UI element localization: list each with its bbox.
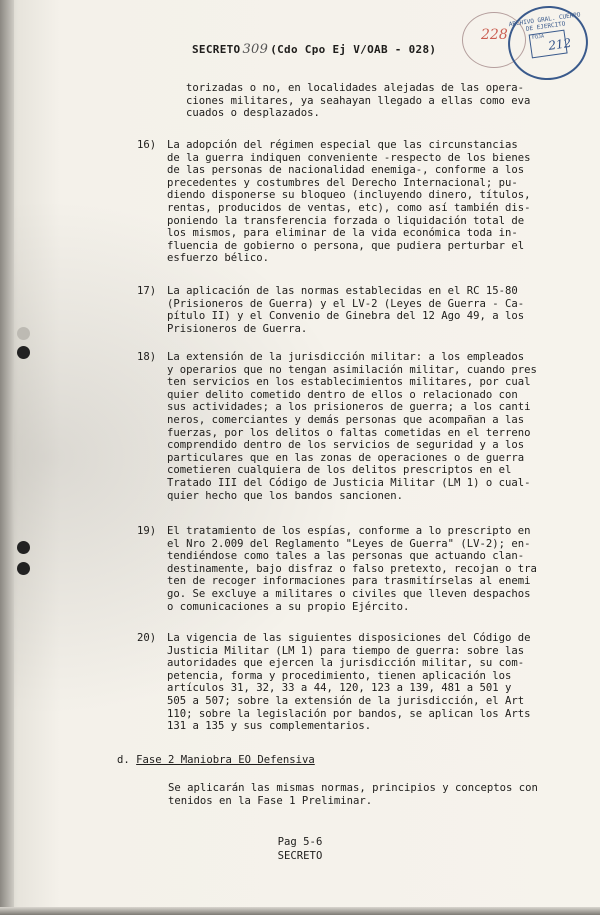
intro-paragraph (186, 82, 530, 120)
punch-hole (17, 562, 30, 575)
text-line: (Prisioneros de Guerra) y el LV-2 (Leyes de Guerra - Ca- (167, 297, 525, 310)
text-line: 505 a 507; sobre la extensión de la jurisdicción, el Art (167, 694, 525, 707)
text-line: ten servicios en los establecimientos militares, por cual (167, 376, 531, 389)
page-left-edge (0, 0, 14, 915)
text-line: torizadas o no, en localidades alejadas de las opera- (186, 82, 525, 94)
text-line: el Nro 2.009 del Reglamento "Leyes de Guerra" (LV-2); en- (167, 537, 531, 550)
text-line: La aplicación de las normas establecidas en el RC 15-80 (167, 285, 518, 297)
text-line: Prisioneros de Guerra. (167, 322, 308, 335)
text-line: quier delito cometido dentro de ellos o relacionado con (167, 388, 518, 401)
text-line: de la guerra indiquen conveniente -respecto de los bienes (167, 151, 531, 164)
section-letter: d. (117, 754, 130, 766)
text-line: pítulo II) y el Convenio de Ginebra del 12 Ago 49, a los (167, 310, 525, 323)
footer-classification: SECRETO (277, 850, 323, 862)
item-text (167, 285, 524, 335)
section-heading (117, 754, 315, 766)
text-line: o comunicaciones a su propio Ejército. (167, 600, 410, 613)
text-line: rentas, producidos de ventas, etc), como así también dis- (167, 201, 531, 214)
item-number: 20) (137, 632, 157, 644)
folio-red-number: 228 (481, 27, 508, 43)
text-line: El tratamiento de los espías, conforme a lo prescripto en (167, 525, 531, 537)
text-line: Se aplicarán las mismas normas, principios y conceptos con (168, 782, 538, 794)
text-line: 131 a 135 y sus complementarios. (167, 720, 372, 733)
text-line: fluencia de gobierno o persona, que pudiera perturbar el (167, 239, 525, 252)
text-line: poniendo la transferencia forzada o liquidación total de (167, 214, 525, 227)
folio-blue-number: 212 (547, 35, 573, 53)
text-line: esfuerzo bélico. (167, 252, 270, 265)
text-line: 110; sobre la legislación por bandos, se aplican los Arts (167, 707, 531, 720)
page-header (192, 42, 436, 57)
item-number: 18) (137, 351, 157, 363)
text-line: ciones militares, ya seahayan llegado a ellas como eva (186, 94, 531, 107)
text-line: particulares que en las zonas de operaciones o de guerra (167, 451, 525, 464)
text-line: de las personas de nacionalidad enemiga-, conforme a los (167, 164, 525, 177)
item-text (167, 351, 537, 502)
text-line: fuerzas, por los delitos o faltas cometidas en el terreno (167, 426, 531, 439)
text-line: petencia, forma y procedimiento, tienen aplicación los (167, 669, 512, 682)
text-line: go. Se excluye a militares o civiles que lleven despachos (167, 587, 531, 600)
archive-stamp (503, 1, 593, 85)
header-reference: (Cdo Cpo Ej V/OAB - 028) (270, 43, 437, 56)
handwritten-number: 309 (242, 42, 269, 57)
text-line: comprendido dentro de los servicios de seguridad y a los (167, 439, 525, 452)
text-line: tendiéndose como tales a las personas que actuando clan- (167, 550, 525, 563)
text-line: destinamente, bajo disfraz o falso pretexto, recojan o tra (167, 562, 537, 575)
text-line: neros, comerciantes y demás personas que acompañan a las (167, 413, 525, 426)
text-line: y operarios que no tengan asimilación militar, cuando pres (167, 363, 537, 376)
text-line: precedentes y costumbres del Derecho Internacional; pu- (167, 176, 518, 189)
text-line: quier hecho que los bandos sancionen. (167, 489, 403, 502)
folio-label: FOJA (531, 33, 545, 42)
section-paragraph (168, 782, 538, 807)
page-bottom-edge (0, 907, 600, 915)
text-line: diendo disponerse su bloqueo (incluyendo dinero, títulos, (167, 189, 531, 202)
section-title: Fase 2 Maniobra EO Defensiva (136, 754, 315, 766)
text-line: cuados o desplazados. (186, 107, 320, 120)
item-text (167, 632, 531, 733)
text-line: ten de recoger informaciones para trasmitírselas al enemi (167, 575, 531, 588)
text-line: La adopción del régimen especial que las circunstancias (167, 139, 518, 151)
text-line: La extensión de la jurisdicción militar: a los empleados (167, 351, 525, 363)
archive-label: ARCHIVO GRAL. CUERPO DE EJERCITO (508, 11, 581, 33)
item-number: 16) (137, 139, 157, 151)
punch-hole (17, 346, 30, 359)
text-line: La vigencia de las siguientes disposiciones del Código de (167, 632, 531, 644)
text-line: los mismos, para eliminar de la vida económica toda in- (167, 227, 518, 240)
header-classification: SECRETO (192, 43, 241, 56)
text-line: Tratado III del Código de Justicia Militar (LM 1) o cual- (167, 476, 531, 489)
punch-hole (17, 327, 30, 340)
text-line: cometieren cualquiera de los delitos prescriptos en el (167, 464, 512, 477)
item-text (167, 525, 537, 613)
text-line: autoridades que ejercen la jurisdicción militar, su com- (167, 657, 525, 670)
item-number: 19) (137, 525, 157, 537)
punch-hole (17, 541, 30, 554)
item-number: 17) (137, 285, 157, 297)
text-line: Justicia Militar (LM 1) para tiempo de guerra: sobre las (167, 644, 525, 657)
text-line: tenidos en la Fase 1 Preliminar. (168, 794, 373, 807)
text-line: sus actividades; a los prisioneros de guerra; a los canti (167, 401, 531, 414)
text-line: artículos 31, 32, 33 a 44, 120, 123 a 139, 481 a 501 y (167, 682, 512, 695)
page-number: Pag 5-6 (277, 836, 323, 848)
item-text (167, 139, 531, 265)
